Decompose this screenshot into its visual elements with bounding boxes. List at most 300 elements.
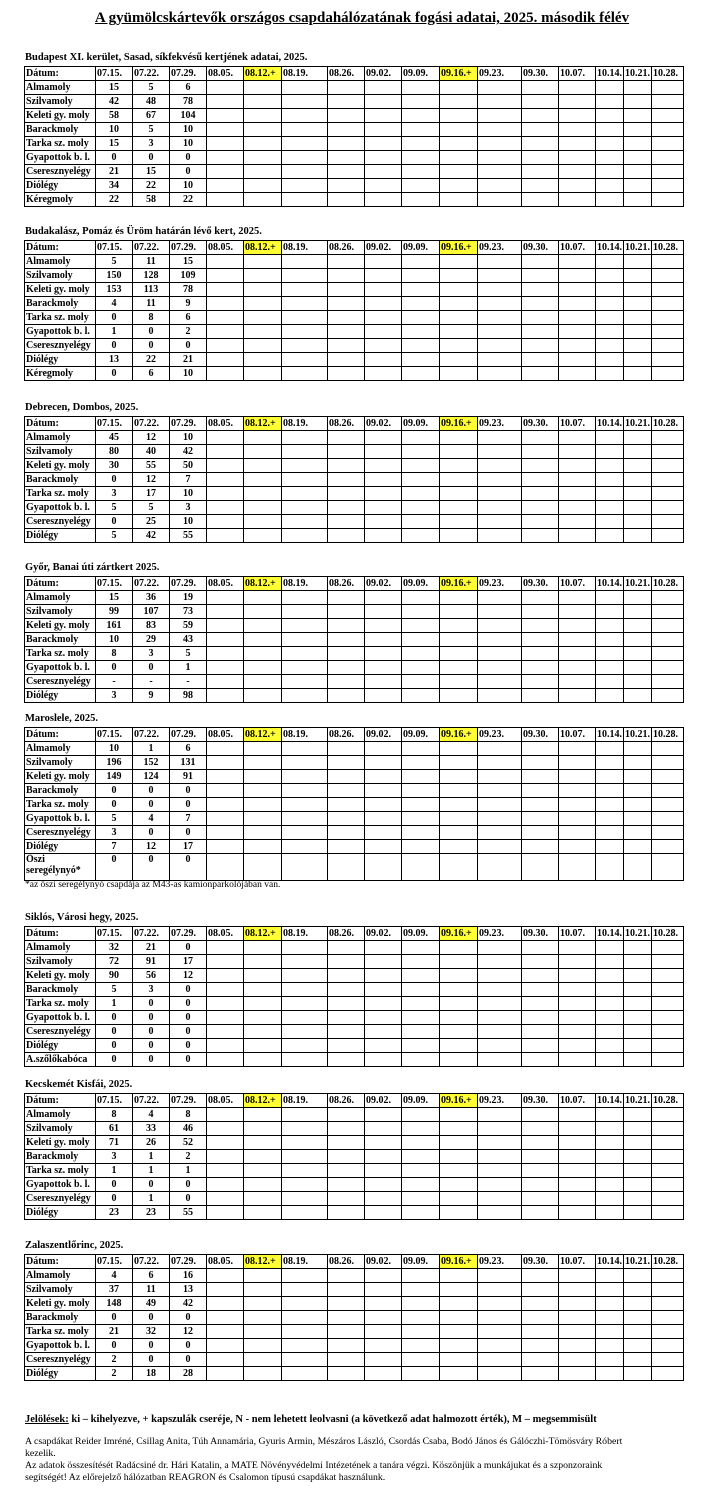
catch-value-cell <box>440 647 478 661</box>
catch-value-cell <box>440 1206 478 1220</box>
catch-value-cell <box>402 941 440 955</box>
pest-name: Cseresznyelégy <box>25 1025 96 1039</box>
catch-value-cell <box>282 1150 328 1164</box>
catch-value-cell <box>596 501 624 515</box>
catch-value-cell <box>440 840 478 854</box>
catch-value-cell <box>624 798 652 812</box>
catch-value-cell <box>328 1269 365 1283</box>
legend-text: ki – kihelyezve, + kapszulák cseréje, N - nem lehetett leolvasni (a következő adat halmozott érték), M – megsemmisült <box>68 1414 597 1425</box>
catch-value-cell <box>652 619 684 633</box>
catch-value-cell <box>522 742 559 756</box>
catch-value-cell <box>559 854 596 881</box>
catch-value-cell <box>559 1283 596 1297</box>
catch-value-cell <box>652 1011 684 1025</box>
catch-value-cell <box>328 1325 365 1339</box>
date-header-cell: 09.02. <box>365 577 402 591</box>
date-header-cell: 10.07. <box>559 241 596 255</box>
catch-value-cell <box>559 1108 596 1122</box>
catch-value-cell <box>244 1178 282 1192</box>
catch-value-cell <box>402 1353 440 1367</box>
catch-value-cell <box>440 969 478 983</box>
catch-value-cell <box>478 1206 522 1220</box>
catch-value-cell <box>596 1164 624 1178</box>
catch-value-cell <box>440 997 478 1011</box>
catch-value-cell <box>652 297 684 311</box>
catch-value-cell <box>244 1136 282 1150</box>
table-row <box>25 854 684 881</box>
catch-value-cell <box>402 1053 440 1067</box>
catch-value-cell: 15 <box>96 81 133 95</box>
site-heading: Kecskemét Kisfái, 2025. <box>25 1079 133 1090</box>
catch-value-cell <box>207 591 244 605</box>
catch-value-cell <box>624 689 652 703</box>
catch-value-cell: 9 <box>170 297 207 311</box>
catch-value-cell <box>207 179 244 193</box>
catch-value-cell <box>244 1025 282 1039</box>
catch-value-cell: 9 <box>133 689 170 703</box>
catch-value-cell <box>478 109 522 123</box>
catch-value-cell <box>328 941 365 955</box>
catch-value-cell: 12 <box>170 1325 207 1339</box>
catch-value-cell <box>365 529 402 543</box>
catch-value-cell <box>596 812 624 826</box>
catch-value-cell <box>596 647 624 661</box>
date-header-cell: 08.12.+ <box>244 1094 282 1108</box>
pest-name: Barackmoly <box>25 633 96 647</box>
catch-value-cell: 55 <box>170 1206 207 1220</box>
catch-value-cell <box>624 95 652 109</box>
catch-value-cell <box>328 255 365 269</box>
pest-name: Szilvamoly <box>25 605 96 619</box>
catch-value-cell <box>596 854 624 881</box>
catch-value-cell <box>559 969 596 983</box>
table-row <box>25 826 684 840</box>
catch-value-cell <box>652 969 684 983</box>
catch-value-cell <box>652 255 684 269</box>
catch-value-cell <box>440 812 478 826</box>
catch-value-cell: 0 <box>170 826 207 840</box>
catch-value-cell <box>328 109 365 123</box>
pest-name: Tarka sz. moly <box>25 997 96 1011</box>
catch-value-cell <box>282 1283 328 1297</box>
catch-value-cell <box>522 798 559 812</box>
catch-value-cell: 0 <box>133 997 170 1011</box>
catch-value-cell <box>207 1283 244 1297</box>
table-row <box>25 515 684 529</box>
catch-value-cell <box>559 983 596 997</box>
catch-value-cell <box>282 997 328 1011</box>
catch-value-cell: 0 <box>170 784 207 798</box>
catch-value-cell <box>328 1053 365 1067</box>
catch-value-cell <box>207 81 244 95</box>
catch-value-cell <box>365 473 402 487</box>
catch-value-cell <box>244 367 282 381</box>
catch-value-cell: - <box>96 675 133 689</box>
catch-value-cell <box>652 784 684 798</box>
catch-value-cell: 0 <box>96 1011 133 1025</box>
catch-value-cell: 152 <box>133 756 170 770</box>
trap-data-table <box>24 576 684 703</box>
date-header-cell: 07.22. <box>133 577 170 591</box>
catch-value-cell <box>365 283 402 297</box>
catch-value-cell: 3 <box>133 647 170 661</box>
pest-name: Őszi seregélynyó* <box>25 854 96 881</box>
catch-value-cell <box>328 1011 365 1025</box>
catch-value-cell <box>328 1353 365 1367</box>
catch-value-cell: 0 <box>170 983 207 997</box>
catch-value-cell <box>522 1039 559 1053</box>
catch-value-cell: 6 <box>170 742 207 756</box>
date-header-cell: 08.26. <box>328 1255 365 1269</box>
catch-value-cell: 4 <box>96 297 133 311</box>
catch-value-cell <box>652 591 684 605</box>
date-header-cell: 10.14. <box>597 729 622 740</box>
catch-value-cell: 3 <box>96 826 133 840</box>
table-row <box>25 269 684 283</box>
date-header-cell: 09.16.+ <box>440 241 478 255</box>
date-header-cell: 08.05. <box>207 1255 244 1269</box>
catch-value-cell <box>402 311 440 325</box>
pest-name: Barackmoly <box>25 784 96 798</box>
catch-value-cell <box>282 1011 328 1025</box>
table-row <box>25 193 684 207</box>
catch-value-cell: 50 <box>170 459 207 473</box>
catch-value-cell <box>282 1206 328 1220</box>
catch-value-cell <box>596 297 624 311</box>
catch-value-cell <box>624 742 652 756</box>
catch-value-cell <box>282 812 328 826</box>
catch-value-cell <box>365 1025 402 1039</box>
catch-value-cell <box>402 151 440 165</box>
catch-value-cell: 5 <box>170 647 207 661</box>
catch-value-cell <box>559 1353 596 1367</box>
catch-value-cell <box>402 165 440 179</box>
catch-value-cell <box>402 1122 440 1136</box>
catch-value-cell <box>652 529 684 543</box>
catch-value-cell <box>624 756 652 770</box>
catch-value-cell: 17 <box>170 955 207 969</box>
catch-value-cell <box>440 675 478 689</box>
catch-value-cell: 1 <box>133 1150 170 1164</box>
catch-value-cell <box>365 325 402 339</box>
catch-value-cell: 15 <box>96 137 133 151</box>
trap-data-table <box>24 1254 684 1381</box>
catch-value-cell <box>207 487 244 501</box>
catch-value-cell <box>402 812 440 826</box>
date-header-cell: 08.05. <box>207 927 244 941</box>
catch-value-cell <box>244 515 282 529</box>
catch-value-cell <box>624 591 652 605</box>
catch-value-cell <box>559 311 596 325</box>
catch-value-cell <box>624 501 652 515</box>
catch-value-cell <box>282 1367 328 1381</box>
catch-value-cell <box>328 193 365 207</box>
catch-value-cell <box>244 969 282 983</box>
catch-value-cell: 10 <box>170 515 207 529</box>
catch-value-cell <box>652 798 684 812</box>
catch-value-cell <box>244 840 282 854</box>
catch-value-cell <box>624 431 652 445</box>
catch-value-cell <box>244 297 282 311</box>
catch-value-cell <box>478 269 522 283</box>
catch-value-cell <box>365 941 402 955</box>
date-header-cell: 08.26. <box>328 927 365 941</box>
date-header-cell: 07.22. <box>133 927 170 941</box>
catch-value-cell <box>596 591 624 605</box>
catch-value-cell <box>624 784 652 798</box>
catch-value-cell <box>328 826 365 840</box>
date-header-label: Dátum: <box>25 577 96 591</box>
catch-value-cell <box>596 1353 624 1367</box>
catch-value-cell <box>282 445 328 459</box>
catch-value-cell: 6 <box>170 311 207 325</box>
catch-value-cell <box>365 1011 402 1025</box>
date-header-label: Dátum: <box>25 241 96 255</box>
date-header-cell: 07.29. <box>170 1094 207 1108</box>
catch-value-cell <box>328 179 365 193</box>
catch-value-cell <box>282 137 328 151</box>
catch-value-cell <box>365 633 402 647</box>
catch-value-cell: 37 <box>96 1283 133 1297</box>
catch-value-cell: 5 <box>133 81 170 95</box>
catch-value-cell <box>652 770 684 784</box>
catch-value-cell <box>624 193 652 207</box>
pest-name: Cseresznyelégy <box>25 515 96 529</box>
catch-value-cell <box>282 255 328 269</box>
date-header-cell: 10.28. <box>652 728 684 742</box>
catch-value-cell <box>652 473 684 487</box>
catch-value-cell <box>559 255 596 269</box>
catch-value-cell: 12 <box>170 969 207 983</box>
catch-value-cell <box>522 179 559 193</box>
catch-value-cell <box>522 1108 559 1122</box>
catch-value-cell <box>652 179 684 193</box>
table-row <box>25 473 684 487</box>
catch-value-cell <box>207 95 244 109</box>
catch-value-cell <box>365 1108 402 1122</box>
date-header-cell: 09.23. <box>478 67 522 81</box>
catch-value-cell <box>365 955 402 969</box>
catch-value-cell <box>402 367 440 381</box>
catch-value-cell <box>478 151 522 165</box>
catch-value-cell: 1 <box>133 1192 170 1206</box>
date-header-cell: 07.22. <box>133 417 170 431</box>
catch-value-cell: 10 <box>170 123 207 137</box>
catch-value-cell <box>596 983 624 997</box>
catch-value-cell <box>282 367 328 381</box>
catch-value-cell <box>365 1192 402 1206</box>
catch-value-cell <box>207 1150 244 1164</box>
trap-data-table <box>24 66 684 207</box>
table-row <box>25 1164 684 1178</box>
date-header-cell: 07.15. <box>96 67 133 81</box>
catch-value-cell: 21 <box>96 165 133 179</box>
table-row <box>25 675 684 689</box>
catch-value-cell <box>652 515 684 529</box>
catch-value-cell <box>624 339 652 353</box>
catch-value-cell <box>522 95 559 109</box>
catch-value-cell: 153 <box>96 283 133 297</box>
catch-value-cell <box>244 812 282 826</box>
catch-value-cell <box>652 1325 684 1339</box>
catch-value-cell <box>328 353 365 367</box>
catch-value-cell: 3 <box>96 689 133 703</box>
catch-value-cell <box>282 1269 328 1283</box>
catch-value-cell <box>652 81 684 95</box>
pest-name: Almamoly <box>25 431 96 445</box>
catch-value-cell <box>559 1325 596 1339</box>
catch-value-cell <box>652 1150 684 1164</box>
catch-value-cell <box>244 1339 282 1353</box>
catch-value-cell <box>596 1053 624 1067</box>
catch-value-cell <box>282 591 328 605</box>
catch-value-cell <box>559 770 596 784</box>
pest-name: Tarka sz. moly <box>25 647 96 661</box>
catch-value-cell <box>559 367 596 381</box>
catch-value-cell <box>522 826 559 840</box>
catch-value-cell: 32 <box>133 1325 170 1339</box>
date-header-cell: 08.12.+ <box>244 417 282 431</box>
pest-name: Barackmoly <box>25 1150 96 1164</box>
catch-value-cell <box>402 353 440 367</box>
catch-value-cell <box>328 619 365 633</box>
catch-value-cell <box>624 137 652 151</box>
catch-value-cell <box>402 1367 440 1381</box>
catch-value-cell <box>652 689 684 703</box>
pest-name: Diólégy <box>25 529 96 543</box>
catch-value-cell <box>652 353 684 367</box>
catch-value-cell <box>402 619 440 633</box>
catch-value-cell <box>402 269 440 283</box>
catch-value-cell <box>624 529 652 543</box>
catch-value-cell <box>522 193 559 207</box>
catch-value-cell <box>596 255 624 269</box>
date-header-cell: 10.21. <box>625 418 650 429</box>
catch-value-cell <box>559 109 596 123</box>
catch-value-cell <box>478 1325 522 1339</box>
table-row <box>25 339 684 353</box>
catch-value-cell <box>522 501 559 515</box>
catch-value-cell <box>244 1269 282 1283</box>
catch-value-cell <box>440 784 478 798</box>
catch-value-cell <box>522 1283 559 1297</box>
site-heading: Siklós, Városi hegy, 2025. <box>25 912 139 923</box>
catch-value-cell <box>328 983 365 997</box>
date-header-cell: 09.16.+ <box>440 927 478 941</box>
catch-value-cell <box>328 501 365 515</box>
table-row <box>25 81 684 95</box>
catch-value-cell <box>478 997 522 1011</box>
catch-value-cell <box>365 1297 402 1311</box>
catch-value-cell <box>282 431 328 445</box>
catch-value-cell <box>596 1297 624 1311</box>
catch-value-cell <box>624 826 652 840</box>
catch-value-cell <box>402 1283 440 1297</box>
catch-value-cell <box>328 742 365 756</box>
catch-value-cell <box>624 1283 652 1297</box>
date-header-cell: 07.29. <box>170 577 207 591</box>
table-row <box>25 770 684 784</box>
catch-value-cell <box>282 661 328 675</box>
pest-name: Keleti gy. moly <box>25 109 96 123</box>
catch-value-cell <box>522 367 559 381</box>
catch-value-cell <box>559 689 596 703</box>
catch-value-cell <box>440 81 478 95</box>
catch-value-cell: 58 <box>133 193 170 207</box>
catch-value-cell <box>522 1353 559 1367</box>
catch-value-cell <box>478 1122 522 1136</box>
catch-value-cell: 0 <box>96 1339 133 1353</box>
catch-value-cell <box>207 812 244 826</box>
date-header-cell: 10.21. <box>625 1095 650 1106</box>
catch-value-cell <box>624 840 652 854</box>
date-header-cell: 10.21. <box>625 578 650 589</box>
catch-value-cell <box>207 529 244 543</box>
catch-value-cell <box>244 826 282 840</box>
table-row <box>25 1325 684 1339</box>
catch-value-cell: 6 <box>170 81 207 95</box>
trap-data-table <box>24 1093 684 1220</box>
catch-value-cell <box>478 297 522 311</box>
catch-value-cell <box>365 1269 402 1283</box>
catch-value-cell: 23 <box>96 1206 133 1220</box>
pest-name: Almamoly <box>25 255 96 269</box>
catch-value-cell <box>328 165 365 179</box>
catch-value-cell <box>478 165 522 179</box>
catch-value-cell: 8 <box>96 1108 133 1122</box>
catch-value-cell <box>207 1011 244 1025</box>
catch-value-cell <box>478 1178 522 1192</box>
date-header-cell: 07.15. <box>96 927 133 941</box>
catch-value-cell <box>365 109 402 123</box>
catch-value-cell <box>596 1311 624 1325</box>
catch-value-cell: 11 <box>133 1283 170 1297</box>
catch-value-cell <box>244 353 282 367</box>
catch-value-cell <box>207 742 244 756</box>
catch-value-cell <box>440 1353 478 1367</box>
catch-value-cell <box>365 1178 402 1192</box>
catch-value-cell <box>328 969 365 983</box>
catch-value-cell <box>522 661 559 675</box>
catch-value-cell <box>207 311 244 325</box>
catch-value-cell <box>207 1178 244 1192</box>
date-header-cell: 10.07. <box>559 417 596 431</box>
catch-value-cell <box>365 661 402 675</box>
catch-value-cell <box>282 854 328 881</box>
date-header-cell: 10.28. <box>652 1255 684 1269</box>
catch-value-cell <box>402 784 440 798</box>
table-row <box>25 1339 684 1353</box>
catch-value-cell <box>282 1025 328 1039</box>
date-header-cell: 09.02. <box>365 1094 402 1108</box>
date-header-cell: 08.05. <box>207 241 244 255</box>
catch-value-cell <box>402 487 440 501</box>
catch-value-cell: 22 <box>133 353 170 367</box>
catch-value-cell <box>365 1150 402 1164</box>
table-row <box>25 109 684 123</box>
catch-value-cell <box>244 997 282 1011</box>
catch-value-cell: 21 <box>170 353 207 367</box>
catch-value-cell <box>559 1053 596 1067</box>
catch-value-cell <box>652 339 684 353</box>
catch-value-cell <box>478 840 522 854</box>
trap-data-table <box>24 926 684 1067</box>
catch-value-cell <box>244 1011 282 1025</box>
catch-value-cell <box>328 325 365 339</box>
catch-value-cell: 10 <box>96 742 133 756</box>
catch-value-cell <box>596 1192 624 1206</box>
catch-value-cell <box>522 325 559 339</box>
